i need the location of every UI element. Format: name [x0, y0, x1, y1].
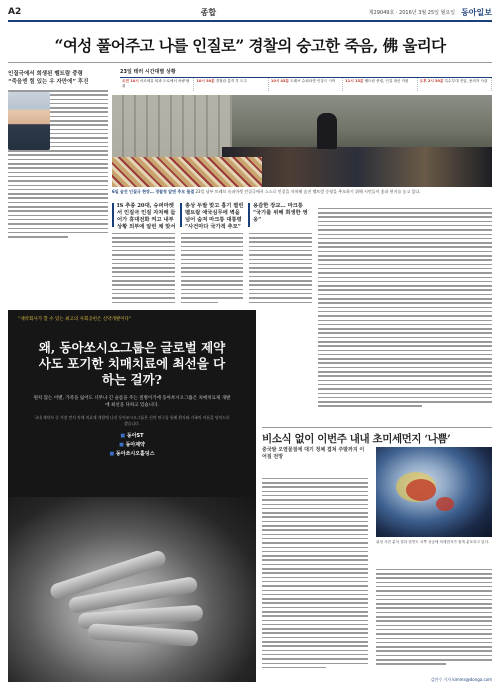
photo-caption: 6일 숨진 인질극 현장… 경찰청 앞엔 추모 물결 23일 남부 트레브 슈퍼마켓 인질극에서 스스로 인질을 자처해 숨진 벨트람 중령을 추모하기 위해 시민들이 꽃과 편지를 놓고 있다.: [112, 189, 421, 194]
ad-logo: ■ 동아제약: [119, 441, 145, 448]
pull-quote: 총상 두발 맞고 흉기 찔린 벨트람 애국심무에 벽을 넘어 숨져 마크롱 대통령 “사건마다 국가적 추모”: [180, 203, 244, 227]
right-article-body: [318, 205, 492, 425]
ad-logo: ■ 동아쏘시오홀딩스: [109, 450, 154, 457]
byline: 김민수 기자 kimms@donga.com: [430, 677, 492, 682]
pull-quote: IS 추종 20대, 슈퍼마켓서 인질극 인질 자처해 들어가 휴대전화 켜고 내부상황 외부에 알린 채 맞서: [112, 203, 176, 227]
timeline-item: 오전 10시 마르세유 외곽 도로에서 차량 탈취: [120, 78, 194, 91]
ad-logo: ■ 동아ST: [120, 432, 143, 439]
story2-body: [262, 475, 368, 681]
timeline-item: 11시 15분 벨트람 중령, 인질 대신 자원: [343, 78, 417, 91]
timeline-bar: [120, 77, 492, 91]
advertisement[interactable]: [8, 310, 256, 682]
pull-quote: 용감한 장교… 마크롱 “국가를 위해 희생한 영웅”: [248, 203, 312, 227]
pull-quotes: [112, 203, 312, 230]
timeline-title: 23일 테러 시간대별 상황: [120, 69, 176, 75]
satellite-image: [376, 447, 492, 537]
main-article-body: [112, 230, 312, 306]
left-subhead: 인질극에서 희생된 벨트람 중령: [8, 71, 83, 77]
ad-banner: “제약회사가 할 수 있는 최고의 사회공헌은 신약개발이다”: [18, 317, 132, 322]
ad-subtext: 원치 않는 이별, 가족을 잃어도 너무나 긴 슬픔을 주는 질병이기에 동아쏘시오그룹은 치매치료제 개발에 최선을 다하고 있습니다.: [33, 396, 231, 408]
left-article-body: [8, 90, 108, 238]
page-number: A2: [8, 7, 22, 17]
ad-small-print: 국내 제약사 중 가장 먼저 치매 치료제 개발에 나선 동아쏘시오그룹은 신약 연구를 통해 환자와 가족의 아픔을 덜어드리겠습니다.: [34, 415, 230, 426]
left-subhead-2: “죽음엔 힘 있는 우 자만에” 후진: [8, 79, 89, 85]
paper-name: 동아일보: [461, 6, 492, 17]
masthead: [8, 4, 492, 22]
story2-subhead: 중국발 오염물질에 대기 정체 겹쳐 주말까지 이어질 전망: [262, 447, 365, 460]
ad-logos: [8, 432, 256, 457]
hands-image: [8, 497, 256, 682]
ad-headline: 왜, 동아쏘시오그룹은 글로벌 제약사도 포기한 치매치료에 최선을 다하는 걸까?: [38, 340, 226, 387]
satellite-caption: 위성 사진 분석 결과 한반도 서쪽 상공에 미세먼지가 짙게 분포하고 있다.: [376, 540, 490, 544]
issue-info: 제29049호 · 2016년 3월 25일 월요일: [368, 9, 456, 16]
timeline: [120, 68, 492, 92]
timeline-item: 10시 30분 경찰관 총격 후 도주: [194, 78, 268, 91]
section-label: 종합: [200, 7, 217, 17]
story2-body-right: [376, 566, 492, 674]
story2-headline: 비소식 없이 이번주 내내 초미세먼지 ‘나쁨’: [262, 433, 451, 445]
memorial-photo: [112, 95, 492, 187]
divider: [262, 427, 492, 428]
timeline-item: 10시 45분 트레브 슈퍼마켓 인질극 시작: [269, 78, 343, 91]
officer-portrait: [8, 92, 50, 150]
left-column: [8, 70, 108, 306]
timeline-item: 오후 2시 30분 특수부대 진압, 용의자 사살: [418, 78, 492, 91]
divider: [8, 62, 492, 63]
headline: “여성 풀어주고 나를 인질로” 경찰의 숭고한 죽음, 佛 울리다: [54, 36, 446, 55]
